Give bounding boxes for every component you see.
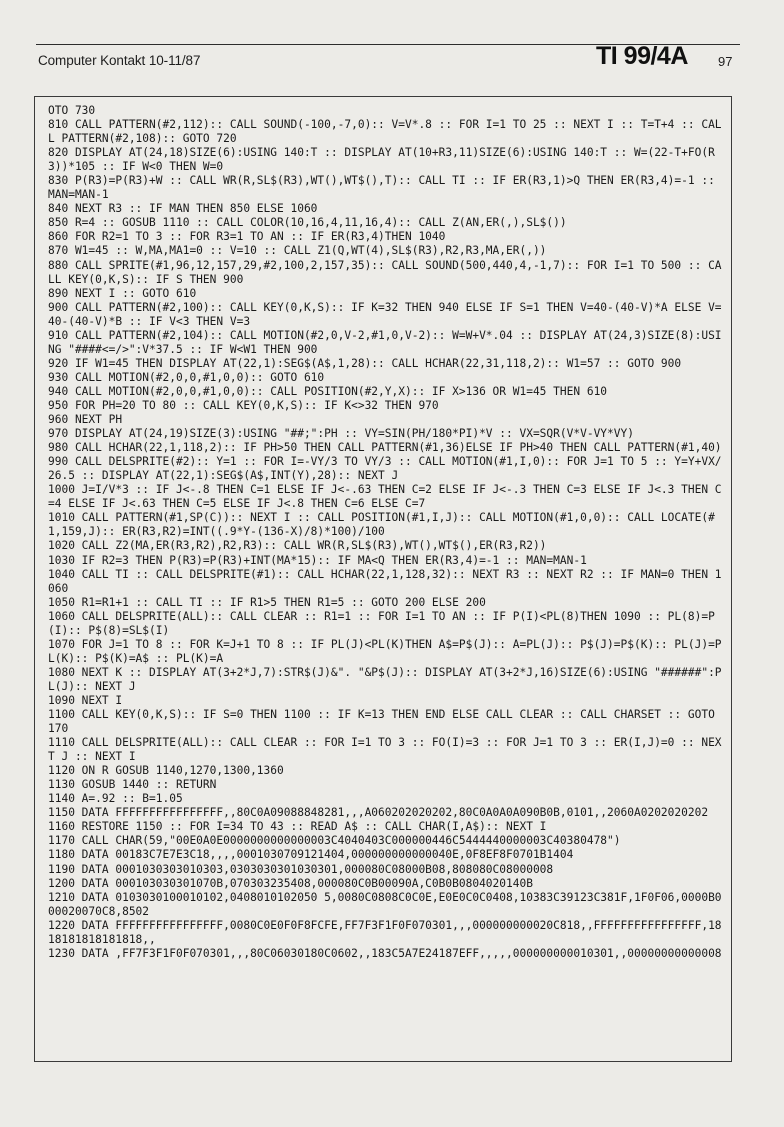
listing-line: 1000 J=I/V*3 :: IF J<-.8 THEN C=1 ELSE IF J<-.63 THEN C=2 ELSE IF J<-.3 THEN C=3 ELSE IF J<.3 THEN C=4 ELSE IF J<.63 THEN C=5 ELSE IF J<.8 THEN C=6 ELSE C=7 <box>48 483 722 511</box>
listing-line: 880 CALL SPRITE(#1,96,12,157,29,#2,100,2,157,35):: CALL SOUND(500,440,4,-1,7):: FOR I=1 TO 500 :: CALL KEY(0,K,S):: IF S THEN 900 <box>48 258 722 286</box>
listing-line: 870 W1=45 :: W,MA,MA1=0 :: V=10 :: CALL Z1(Q,WT(4),SL$(R3),R2,R3,MA,ER(,)) <box>48 244 547 258</box>
listing-line: 840 NEXT R3 :: IF MAN THEN 850 ELSE 1060 <box>48 202 318 216</box>
listing-line: 920 IF W1=45 THEN DISPLAY AT(22,1):SEG$(A$,1,28):: CALL HCHAR(22,31,118,2):: W1=57 :: GOTO 900 <box>48 356 682 370</box>
listing-line: 950 FOR PH=20 TO 80 :: CALL KEY(0,K,S):: IF K<>32 THEN 970 <box>48 398 439 412</box>
listing-line: 1210 DATA 0103030100010102,0408010102050 5,0080C0808C0C0E,E0E0C0C0408,10383C39123C381F,1F0F06,0000B000020070C8,8502 <box>48 890 722 918</box>
listing-line: 990 CALL DELSPRITE(#2):: Y=1 :: FOR I=-VY/3 TO VY/3 :: CALL MOTION(#1,I,0):: FOR J=1 TO 5 :: Y=Y+VX/26.5 :: DISPLAY AT(22,1):SEG$(A$,INT(Y),28):: NEXT J <box>48 455 722 483</box>
listing-line: 1220 DATA FFFFFFFFFFFFFFFF,0080C0E0F0F8FCFE,FF7F3F1F0F070301,,,000000000020C818,,FFFFFFFFFFFFFFFF,1818181818181818,, <box>48 918 722 946</box>
listing-line: 820 DISPLAY AT(24,18)SIZE(6):USING 140:T :: DISPLAY AT(10+R3,11)SIZE(6):USING 140:T :: W=(22-T+FO(R3))*105 :: IF W<0 THEN W=0 <box>48 146 715 174</box>
listing-line: 1090 NEXT I <box>48 693 123 707</box>
listing-line: 1120 ON R GOSUB 1140,1270,1300,1360 <box>48 764 284 778</box>
listing-line: 940 CALL MOTION(#2,0,0,#1,0,0):: CALL POSITION(#2,Y,X):: IF X>136 OR W1=45 THEN 610 <box>48 384 608 398</box>
listing-line: 1190 DATA 0001030303010303,0303030301030301,000080C08000B08,808080C08000008 <box>48 862 554 876</box>
listing-line: 910 CALL PATTERN(#2,104):: CALL MOTION(#2,0,V-2,#1,0,V-2):: W=W+V*.04 :: DISPLAY AT(24,3)SIZE(8):USING "####<=/>":V*37.5 :: IF W<W1 THEN 900 <box>48 328 722 356</box>
listing-line: 970 DISPLAY AT(24,19)SIZE(3):USING "##;":PH :: VY=SIN(PH/180*PI)*V :: VX=SQR(V*V-VY*VY) <box>48 427 634 441</box>
listing-line: 1040 CALL TI :: CALL DELSPRITE(#1):: CALL HCHAR(22,1,128,32):: NEXT R3 :: NEXT R2 :: IF MAN=0 THEN 1060 <box>48 567 722 595</box>
listing-line: 1230 DATA ,FF7F3F1F0F070301,,,80C06030180C0602,,183C5A7E24187EFF,,,,,000000000010301,,00000000000008 <box>48 946 722 960</box>
section-title: TI 99/4A <box>596 42 688 70</box>
listing-line: 1060 CALL DELSPRITE(ALL):: CALL CLEAR :: R1=1 :: FOR I=1 TO AN :: IF P(I)<PL(8)THEN 1090 :: PL(8)=P(I):: P$(8)=SL$(I) <box>48 609 715 637</box>
listing-line: 1050 R1=R1+1 :: CALL TI :: IF R1>5 THEN R1=5 :: GOTO 200 ELSE 200 <box>48 595 486 609</box>
listing-line: 1130 GOSUB 1440 :: RETURN <box>48 778 217 792</box>
listing-line: 1160 RESTORE 1150 :: FOR I=34 TO 43 :: READ A$ :: CALL CHAR(I,A$):: NEXT I <box>48 820 547 834</box>
listing-line: 1140 A=.92 :: B=1.05 <box>48 792 183 806</box>
listing-line: 860 FOR R2=1 TO 3 :: FOR R3=1 TO AN :: IF ER(R3,4)THEN 1040 <box>48 230 446 244</box>
listing-line: 980 CALL HCHAR(22,1,118,2):: IF PH>50 THEN CALL PATTERN(#1,36)ELSE IF PH>40 THEN CALL PATTERN(#1,40) <box>48 441 722 455</box>
listing-line: 1110 CALL DELSPRITE(ALL):: CALL CLEAR :: FOR I=1 TO 3 :: FO(I)=3 :: FOR J=1 TO 3 :: ER(I,J)=0 :: NEXT J :: NEXT I <box>48 736 722 764</box>
listing-line: 1180 DATA 00183C7E7E3C18,,,,0001030709121404,000000000000040E,0F8EF8F0701B1404 <box>48 848 574 862</box>
listing-line: 1010 CALL PATTERN(#1,SP(C)):: NEXT I :: CALL POSITION(#1,I,J):: CALL MOTION(#1,0,0):: CALL LOCATE(#1,159,J):: ER(R3,R2)=INT((.9*Y-(136-X)/8)*100)/100 <box>48 511 715 539</box>
basic-program-listing <box>48 104 722 961</box>
listing-line: 1100 CALL KEY(0,K,S):: IF S=0 THEN 1100 :: IF K=13 THEN END ELSE CALL CLEAR :: CALL CHARSET :: GOTO 170 <box>48 708 722 736</box>
listing-line: 1170 CALL CHAR(59,"00E0A0E0000000000000003C4040403C000000446C5444440000003C40380478") <box>48 834 621 848</box>
listing-line: 1020 CALL Z2(MA,ER(R3,R2),R2,R3):: CALL WR(R,SL$(R3),WT(),WT$(),ER(R3,R2)) <box>48 539 547 553</box>
listing-line: 930 CALL MOTION(#2,0,0,#1,0,0):: GOTO 610 <box>48 370 325 384</box>
listing-line: 960 NEXT PH <box>48 413 123 427</box>
listing-line: 810 CALL PATTERN(#2,112):: CALL SOUND(-100,-7,0):: V=V*.8 :: FOR I=1 TO 25 :: NEXT I :: T=T+4 :: CALL PATTERN(#2,108):: GOTO 720 <box>48 118 722 146</box>
listing-line: 1150 DATA FFFFFFFFFFFFFFFF,,80C0A09088848281,,,A060202020202,80C0A0A0A090B0B,0101,,2060A0202020202 <box>48 806 709 820</box>
listing-line: 1080 NEXT K :: DISPLAY AT(3+2*J,7):STR$(J)&". "&P$(J):: DISPLAY AT(3+2*J,16)SIZE(6):USING "######":PL(J):: NEXT J <box>48 665 722 693</box>
listing-line: 850 R=4 :: GOSUB 1110 :: CALL COLOR(10,16,4,11,16,4):: CALL Z(AN,ER(,),SL$()) <box>48 216 567 230</box>
magazine-issue-label: Computer Kontakt 10-11/87 <box>38 53 201 68</box>
listing-line: 830 P(R3)=P(R3)+W :: CALL WR(R,SL$(R3),WT(),WT$(),T):: CALL TI :: IF ER(R3,1)>Q THEN ER(R3,4)=-1 :: MAN=MAN-1 <box>48 174 722 202</box>
listing-line: 890 NEXT I :: GOTO 610 <box>48 286 197 300</box>
listing-line: 1030 IF R2=3 THEN P(R3)=P(R3)+INT(MA*15):: IF MA<Q THEN ER(R3,4)=-1 :: MAN=MAN-1 <box>48 553 587 567</box>
listing-line: OTO 730 <box>48 104 96 117</box>
listing-line: 1200 DATA 000103030301070B,070303235408,000080C0B00090A,C0B0B0804020140B <box>48 876 533 890</box>
page-number: 97 <box>718 54 733 69</box>
listing-line: 1070 FOR J=1 TO 8 :: FOR K=J+1 TO 8 :: IF PL(J)<PL(K)THEN A$=P$(J):: A=PL(J):: P$(J)=P$(K):: PL(J)=PL(K):: P$(K)=A$ :: PL(K)=A <box>48 637 722 665</box>
listing-line: 900 CALL PATTERN(#2,100):: CALL KEY(0,K,S):: IF K=32 THEN 940 ELSE IF S=1 THEN V=40-(40-V)*A ELSE V=40-(40-V)*B :: IF V<3 THEN V=3 <box>48 300 722 328</box>
